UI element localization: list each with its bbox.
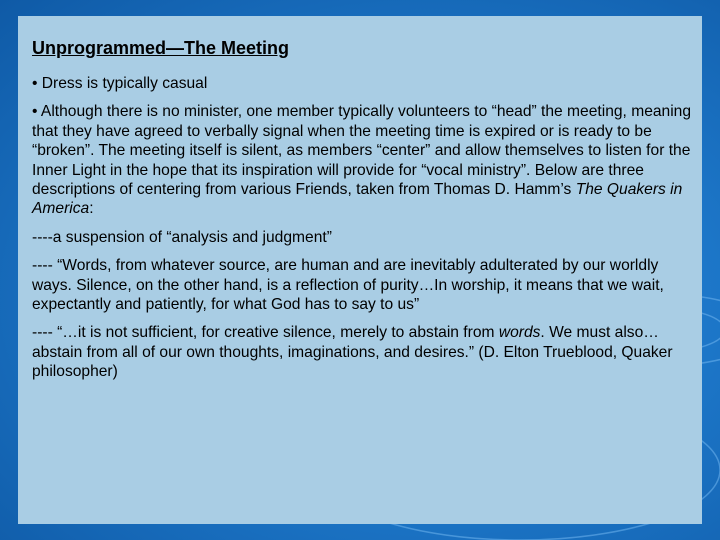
slide-body xyxy=(32,74,696,391)
quote-creative-silence xyxy=(32,323,696,381)
quote-words-silence: ---- “Words, from whatever source, are human and are inevitably adulterated by our worldly ways. Silence, on the other hand, is a reflection of purity…In worship, it means that we wait, expectantly and patiently, for what God has to say to us” xyxy=(32,257,664,314)
meeting-description-text: • Although there is no minister, one member typically volunteers to “head” the meeting, meaning that they have agreed to verbally signal when the meeting time is expired or is ready to be “broken”. The meeting itself is silent, as members “center” and allow themselves to listen for the Inner Light in the hope that its inspiration will provide for “vocal ministry”. Below are three descriptions of centering from various Friends, taken from Thomas D. Hamm’s xyxy=(32,103,692,199)
bullet-meeting-description xyxy=(32,102,696,218)
book-title: The Quakers in America xyxy=(32,181,683,218)
bullet-dress-code: • Dress is typically casual xyxy=(32,75,208,92)
creative-silence-suffix: . We must also…abstain from all of our own thoughts, imaginations, and desires.” (D. Elton Trueblood, Quaker philosopher) xyxy=(32,324,673,381)
quote-analysis-judgment: ----a suspension of “analysis and judgment” xyxy=(32,228,332,246)
creative-silence-emphasis: words xyxy=(498,324,541,342)
slide-title: Unprogrammed—The Meeting xyxy=(32,38,290,58)
meeting-description-suffix: : xyxy=(89,200,94,218)
creative-silence-prefix: ---- “…it is not sufficient, for creative silence, merely to abstain from xyxy=(32,324,499,342)
